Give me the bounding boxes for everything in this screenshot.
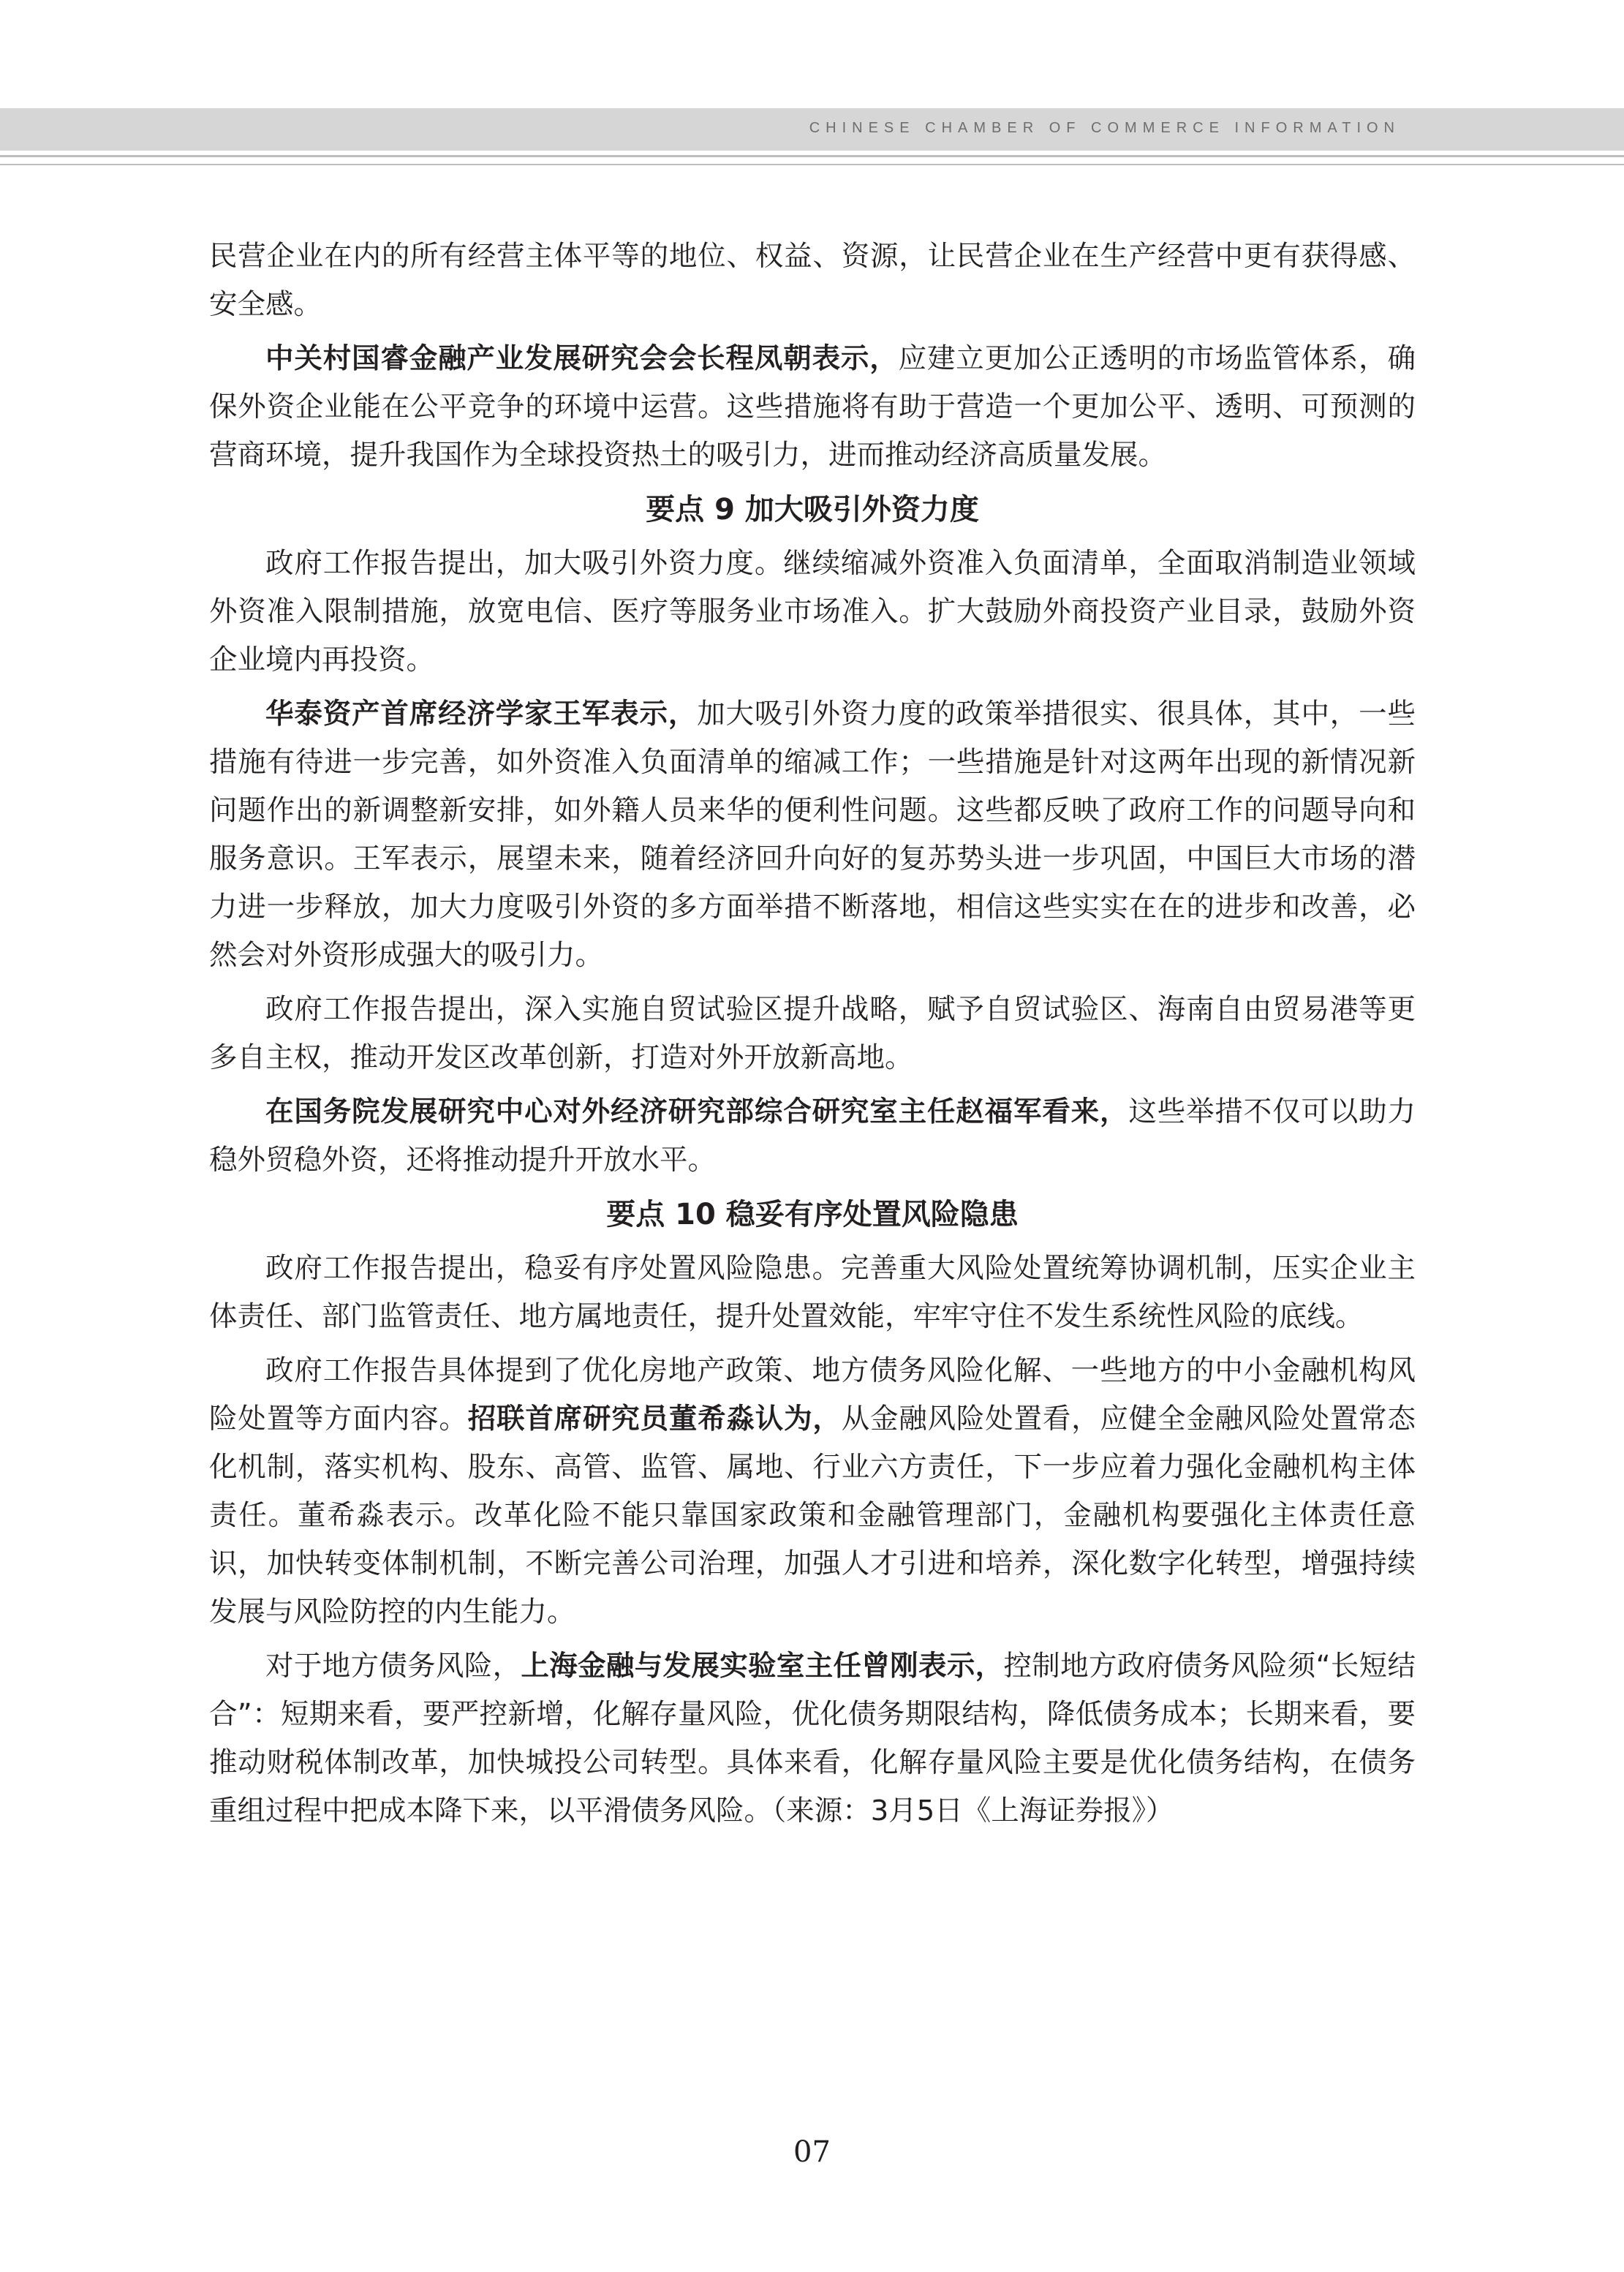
speaker-lead: 中关村国睿金融产业发展研究会会长程凤朝表示， [265, 342, 899, 375]
speaker-lead: 华泰资产首席经济学家王军表示， [265, 698, 698, 731]
header-divider [0, 155, 1624, 157]
publication-title: CHINESE CHAMBER OF COMMERCE INFORMATION [809, 120, 1400, 136]
section-heading: 要点 9 加大吸引外资力度 [646, 493, 979, 527]
paragraph: 对于地方债务风险，上海金融与发展实验室主任曾刚表示，控制地方政府债务风险须“长短结合”：短期来看，要严控新增，化解存量风险，优化债务期限结构，降低债务成本；长期来看，要推动财税体制改革，加快城投公司转型。具体来看，化解存量风险主要是优化债务结构，在债务重组过程中把成本降下来，以平滑债务风险。（来源：3月5日《上海证券报》） [209, 1650, 1416, 1827]
page-number: 07 [793, 2135, 831, 2169]
paragraph: 民营企业在内的所有经营主体平等的地位、权益、资源，让民营企业在生产经营中更有获得感、安全感。 [209, 240, 1416, 321]
speaker-lead: 招联首席研究员董希淼认为， [467, 1403, 842, 1435]
paragraph: 在国务院发展研究中心对外经济研究部综合研究室主任赵福军看来，这些举措不仅可以助力稳外贸稳外资，还将推动提升开放水平。 [209, 1095, 1416, 1177]
paragraph: 政府工作报告提出，稳妥有序处置风险隐患。完善重大风险处置统筹协调机制，压实企业主体责任、部门监管责任、地方属地责任，提升处置效能，牢牢守住不发生系统性风险的底线。 [209, 1252, 1416, 1333]
paragraph: 中关村国睿金融产业发展研究会会长程凤朝表示，应建立更加公正透明的市场监管体系，确保外资企业能在公平竞争的环境中运营。这些措施将有助于营造一个更加公平、透明、可预测的营商环境，提升我国作为全球投资热土的吸引力，进而推动经济高质量发展。 [209, 342, 1416, 472]
section-heading: 要点 10 稳妥有序处置风险隐患 [606, 1198, 1019, 1231]
article-body [209, 233, 1416, 1841]
paragraph: 华泰资产首席经济学家王军表示，加大吸引外资力度的政策举措很实、很具体，其中，一些措施有待进一步完善，如外资准入负面清单的缩减工作；一些措施是针对这两年出现的新情况新问题作出的新调整新安排，如外籍人员来华的便利性问题。这些都反映了政府工作的问题导向和服务意识。王军表示，展望未来，随着经济回升向好的复苏势头进一步巩固，中国巨大市场的潜力进一步释放，加大力度吸引外资的多方面举措不断落地，相信这些实实在在的进步和改善，必然会对外资形成强大的吸引力。 [209, 698, 1416, 972]
paragraph: 政府工作报告提出，深入实施自贸试验区提升战略，赋予自贸试验区、海南自由贸易港等更多自主权，推动开发区改革创新，打造对外开放新高地。 [209, 993, 1416, 1074]
speaker-lead: 在国务院发展研究中心对外经济研究部综合研究室主任赵福军看来， [265, 1095, 1129, 1128]
paragraph: 政府工作报告提出，加大吸引外资力度。继续缩减外资准入负面清单，全面取消制造业领域外资准入限制措施，放宽电信、医疗等服务业市场准入。扩大鼓励外商投资产业目录，鼓励外资企业境内再投资。 [209, 547, 1416, 676]
speaker-lead: 上海金融与发展实验室主任曾刚表示， [521, 1650, 1004, 1683]
header-divider [0, 164, 1624, 165]
paragraph: 政府工作报告具体提到了优化房地产政策、地方债务风险化解、一些地方的中小金融机构风险处置等方面内容。招联首席研究员董希淼认为，从金融风险处置看，应健全金融风险处置常态化机制，落实机构、股东、高管、监管、属地、行业六方责任，下一步应着力强化金融机构主体责任。董希淼表示。改革化险不能只靠国家政策和金融管理部门，金融机构要强化主体责任意识，加快转变体制机制，不断完善公司治理，加强人才引进和培养，深化数字化转型，增强持续发展与风险防控的内生能力。 [209, 1354, 1416, 1628]
